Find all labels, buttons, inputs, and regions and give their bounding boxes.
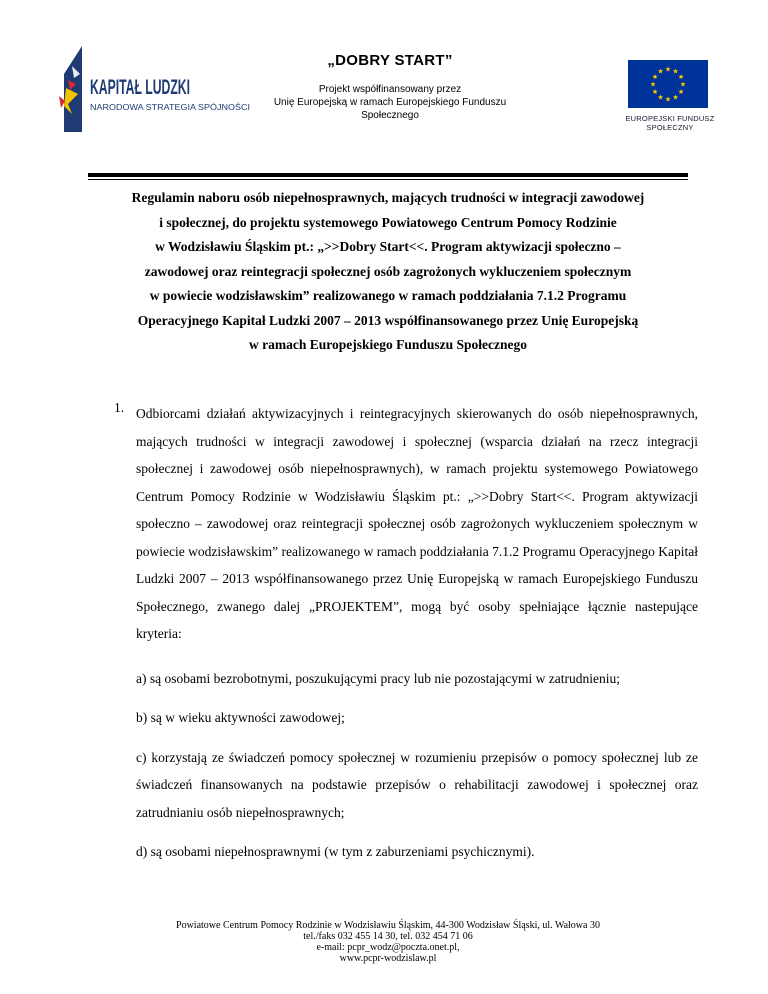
eu-text-line: SPOŁECZNY bbox=[646, 123, 694, 132]
subtitle-line: Projekt współfinansowany przez bbox=[318, 84, 462, 95]
eu-logo-text bbox=[600, 114, 740, 132]
document-title bbox=[88, 186, 688, 358]
footer-address: Powiatowe Centrum Pomocy Rodzinie w Wodzisławiu Śląskim, 44-300 Wodzisław Śląski, ul. Wałowa 30 bbox=[176, 920, 600, 931]
title-line: w ramach Europejskiego Funduszu Społecznego bbox=[248, 337, 528, 352]
eu-flag-icon bbox=[600, 58, 740, 112]
subtitle-line: Społecznego bbox=[361, 110, 419, 121]
eu-star-icon: ★ bbox=[649, 80, 657, 89]
eu-star-icon: ★ bbox=[651, 73, 659, 81]
logo-tagline: NARODOWA STRATEGIA SPÓJNOŚCI bbox=[90, 102, 243, 112]
header-divider-thick bbox=[88, 173, 688, 177]
eu-star-icon: ★ bbox=[677, 73, 685, 81]
criterion-a: a) są osobami bezrobotnymi, poszukującymi pracy lub nie pozostającymi w zatrudnieniu; bbox=[136, 670, 620, 686]
eu-star-icon: ★ bbox=[651, 88, 659, 96]
title-line: Regulamin naboru osób niepełnosprawnych, mających trudności w integracji zawodowej bbox=[131, 190, 645, 205]
eu-star-icon: ★ bbox=[672, 67, 679, 76]
footer-website: www.pcpr-wodzislaw.pl bbox=[339, 953, 437, 964]
criterion-b: b) są w wieku aktywności zawodowej; bbox=[136, 710, 345, 725]
eu-social-fund-logo bbox=[600, 58, 740, 138]
title-line: w Wodzisławiu Śląskim pt.: „>>Dobry Start<<. Program aktywizacji społeczno – bbox=[155, 239, 621, 254]
eu-star-icon: ★ bbox=[664, 95, 672, 104]
kapital-ludzki-logo bbox=[56, 44, 266, 136]
logo-name: KAPITAŁ LUDZKI bbox=[90, 76, 190, 99]
project-title: „DOBRY START” bbox=[327, 52, 453, 69]
eu-star-icon: ★ bbox=[657, 93, 664, 102]
header-divider-thin bbox=[88, 179, 688, 180]
title-line: w powiecie wodzisławskim” realizowanego w ramach poddziałania 7.1.2 Programu bbox=[149, 288, 627, 303]
eu-star-icon: ★ bbox=[672, 93, 679, 102]
regulation-item bbox=[108, 400, 698, 866]
item-number: 1. bbox=[114, 400, 125, 415]
criterion-c: c) korzystają ze świadczeń pomocy społecznej w rozumieniu przepisów o pomocy społecznej lub ze świadczeń finansowanych na podstawie przepisów o rehabilitacji zawodowej i społecznej oraz zatrudnianiu osób niepełnosprawnych; bbox=[136, 749, 698, 820]
eu-star-icon: ★ bbox=[679, 80, 687, 89]
eu-star-icon: ★ bbox=[657, 67, 664, 76]
item-paragraph: Odbiorcami działań aktywizacyjnych i reintegracyjnych skierowanych do osób niepełnosprawnych, mających trudności w integracji zawodowej i społecznej (wsparcia działań na rzecz integracji społecznej i zawodowej osób niepełnosprawnych), w ramach projektu systemowego Powiatowego Centrum Pomocy Rodzinie w Wodzisławiu Śląskim pt.: „>>Dobry Start<<. Program aktywizacji społeczno – zawodowej oraz reintegracji społecznej osób zagrożonych wykluczeniem społecznym w powiecie wodzisławskim” realizowanego w ramach poddziałania 7.1.2 Programu Operacyjnego Kapitał Ludzki 2007 – 2013 współfinansowanego przez Unię Europejską w ramach Europejskiego Funduszu Społecznego, zwanego dalej „PROJEKTEM”, mogą być osoby spełniające łącznie nastepujące kryteria: bbox=[136, 406, 698, 641]
eu-star-icon: ★ bbox=[677, 88, 685, 96]
eu-star-icon: ★ bbox=[664, 65, 672, 74]
title-line: Operacyjnego Kapitał Ludzki 2007 – 2013 współfinansowanego przez Unię Europejską bbox=[137, 312, 639, 328]
page-footer bbox=[88, 920, 688, 964]
kapital-ludzki-emblem-icon bbox=[56, 44, 266, 136]
footer-email: e-mail: pcpr_wodz@poczta.onet.pl, bbox=[316, 942, 460, 953]
title-line: zawodowej oraz reintegracji społecznej osób zagrożonych wykluczeniem społecznym bbox=[144, 263, 632, 279]
title-line: i społecznej, do projektu systemowego Powiatowego Centrum Pomocy Rodzinie bbox=[159, 214, 617, 230]
eu-text-line: EUROPEJSKI FUNDUSZ bbox=[625, 114, 715, 123]
criterion-d: d) są osobami niepełnosprawnymi (w tym z zaburzeniami psychicznymi). bbox=[136, 844, 535, 859]
footer-phone: tel./faks 032 455 14 30, tel. 032 454 71 06 bbox=[303, 931, 473, 942]
project-header bbox=[270, 52, 510, 122]
project-subtitle bbox=[270, 83, 510, 122]
subtitle-line: Unię Europejską w ramach Europejskiego Funduszu bbox=[273, 97, 507, 108]
